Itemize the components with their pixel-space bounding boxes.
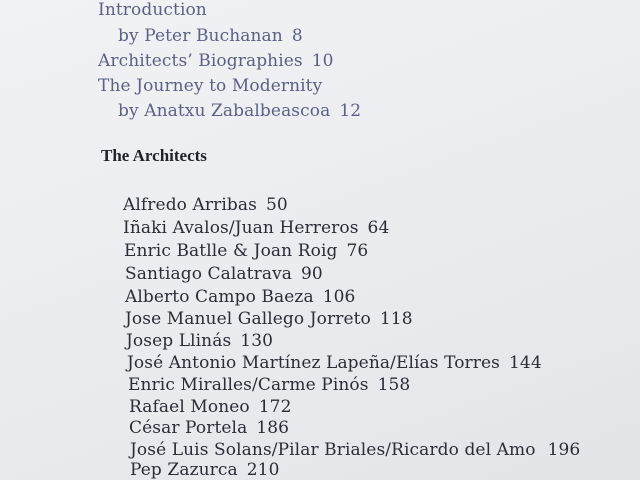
architect-name: Alberto Campo Baeza — [125, 287, 314, 307]
architect-name: José Antonio Martínez Lapeña/Elías Torres — [127, 353, 500, 373]
toc-entry-title: Architects’ Biographies — [98, 51, 303, 71]
architect-name: Rafael Moneo — [129, 397, 250, 417]
toc-entry-title: by Peter Buchanan — [118, 26, 283, 46]
toc-entry-page-number: 118 — [379, 309, 413, 329]
architect-entry — [125, 287, 355, 307]
architect-entry — [126, 331, 273, 351]
architect-entry — [124, 241, 368, 261]
architect-name: Enric Batlle & Joan Roig — [124, 241, 338, 261]
toc-entry-page-number: 50 — [265, 195, 288, 215]
toc-entry-introduction — [98, 0, 207, 20]
toc-entry-page-number: 10 — [311, 51, 334, 71]
architect-entry — [130, 460, 280, 480]
architect-name: Jose Manuel Gallego Jorreto — [125, 309, 371, 329]
architect-entry — [123, 218, 389, 238]
architect-entry — [129, 397, 292, 417]
toc-entry-journey-author — [118, 101, 361, 121]
architect-name: José Luis Solans/Pilar Briales/Ricardo del Amo — [130, 440, 536, 460]
architect-name: César Portela — [129, 418, 248, 438]
architect-name: Santiago Calatrava — [125, 264, 293, 284]
toc-entry-title: Introduction — [98, 0, 207, 20]
toc-entry-biographies — [98, 51, 334, 71]
toc-entry-page-number: 90 — [301, 264, 323, 284]
architect-name: Enric Miralles/Carme Pinós — [128, 375, 369, 395]
architect-name: Alfredo Arribas — [123, 195, 257, 215]
architect-name: Iñaki Avalos/Juan Herreros — [123, 218, 359, 238]
toc-entry-title: The Journey to Modernity — [98, 76, 323, 96]
section-heading: The Architects — [101, 146, 207, 165]
toc-entry-page-number: 144 — [508, 353, 542, 373]
toc-entry-page-number: 210 — [246, 460, 280, 480]
architect-entry — [127, 353, 542, 373]
toc-entry-introduction-author — [118, 26, 303, 46]
toc-entry-page-number: 172 — [258, 397, 292, 417]
architect-entry — [125, 264, 323, 284]
architect-entry — [128, 375, 410, 395]
toc-entry-page-number: 158 — [377, 375, 411, 395]
toc-entry-page-number: 76 — [346, 241, 369, 261]
toc-entry-page-number: 196 — [547, 440, 581, 460]
architect-name: Josep Llinás — [126, 331, 232, 351]
architect-entry — [129, 418, 289, 438]
architect-entry — [125, 309, 413, 329]
toc-entry-page-number: 8 — [291, 26, 303, 46]
toc-entry-page-number: 64 — [367, 218, 390, 238]
toc-entry-journey — [98, 76, 322, 96]
toc-entry-page-number: 12 — [339, 101, 362, 121]
architect-entry — [123, 195, 288, 215]
architect-entry — [130, 440, 580, 460]
toc-entry-title: by Anatxu Zabalbeascoa — [118, 101, 331, 121]
toc-entry-page-number: 130 — [240, 331, 274, 351]
toc-entry-page-number: 106 — [322, 287, 356, 307]
architect-name: Pep Zazurca — [130, 460, 238, 480]
toc-entry-page-number: 186 — [256, 418, 290, 438]
